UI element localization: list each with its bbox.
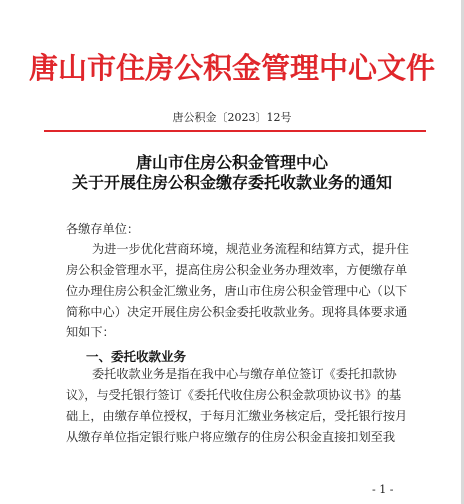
page-number: - 1 -	[372, 483, 394, 496]
section-line: 从缴存单位指定银行账户将应缴存的住房公积金直接扣划至我	[66, 430, 396, 444]
notice-title-line-1: 唐山市住房公积金管理中心	[135, 153, 328, 172]
intro-line: 位办理住房公积金汇缴业务，唐山市住房公积金管理中心（以下	[66, 284, 408, 298]
letterhead: 唐山市住房公积金管理中心文件	[28, 51, 435, 85]
section-line: 委托收款业务是指在我中心与缴存单位签订《委托扣款协	[92, 367, 397, 381]
red-divider-line	[44, 130, 426, 132]
section-line: 议》，与受托银行签订《委托代收住房公积金款项协议书》的基	[66, 388, 402, 402]
intro-line: 知如下：	[66, 325, 115, 339]
document-number: 唐公积金〔2023〕12号	[172, 111, 292, 124]
notice-title-line-2: 关于开展住房公积金缴存委托收款业务的通知	[71, 173, 392, 192]
salutation: 各缴存单位：	[66, 222, 140, 236]
intro-line: 为进一步优化营商环境，规范业务流程和结算方式，提升住	[92, 242, 409, 256]
section-line: 础上，由缴存单位授权，于每月汇缴业务核定后，受托银行按月	[66, 409, 408, 423]
intro-line: 简称中心）决定开展住房公积金委托收款业务。现将具体要求通	[66, 305, 408, 319]
section-heading: 一、委托收款业务	[86, 349, 187, 364]
intro-line: 房公积金管理水平，提高住房公积金业务办理效率，方便缴存单	[66, 263, 408, 277]
